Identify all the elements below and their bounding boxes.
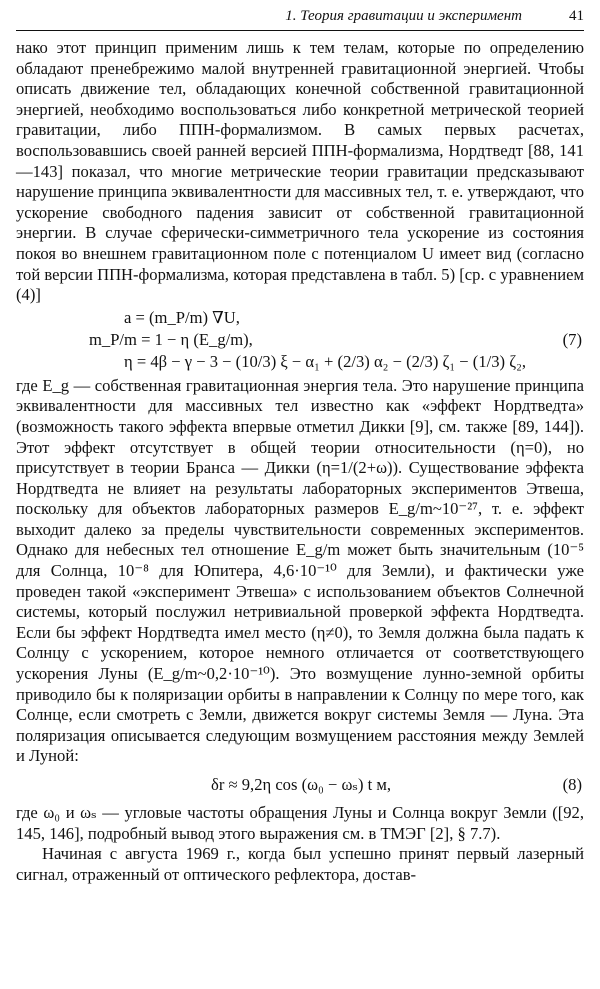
equation-8-expression: δr ≈ 9,2η cos (ω₀ − ωₛ) t м, <box>211 775 392 794</box>
equation-8 <box>16 771 584 801</box>
page-header <box>16 6 584 31</box>
equation-7 <box>16 308 584 374</box>
paragraph-2: где E_g — собственная гравитационная энергия тела. Это нарушение принципа эквивалентности для массивных тел известно как «эффект Нордтведта» (возможность такого эффекта впервые отметил Дикки [9], см. также [89, 144]). Этот эффект отсутствует в общей теории относительности (η=0), но присутствует в теории Бранса — Дикки (η=1/(2+ω)). Существование эффекта Нордтведта не влияет на результаты лабораторных экспериментов Этвеша, поскольку для объектов лабораторных размеров E_g/m~10⁻²⁷, т. е. эффект выходит далеко за пределы чувствительности современных экспериментов. Однако для небесных тел отношение E_g/m может быть значительным (10⁻⁵ для Солнца, 10⁻⁸ для Юпитера, 4,6·10⁻¹⁰ для Земли), и фактически уже проведен такой «эксперимент Этвеша» с использованием объектов Солнечной системы, который послужил нетривиальной проверкой эффекта Нордтведта. Если бы эффект Нордтведта имел место (η≠0), то Земля должна была падать к Солнцу с ускорением, которое немного отличается от соответствующего ускорения Луны (E_g/m~0,2·10⁻¹⁰). Это возмущение лунно-земной орбиты приводило бы к поляризации орбиты в направлении к Солнцу по мере того, как Солнце, если смотреть с Земли, движется вокруг системы Земля — Луна. Эта поляризация описывается следующим возмущением расстояния между Землей и Луной: <box>16 375 584 766</box>
equation-number-7: (7) <box>562 329 582 349</box>
equation-number-8: (8) <box>562 775 582 794</box>
body-text <box>16 38 584 885</box>
equation-7-line-1: a = (m_P/m) ∇U, <box>124 307 240 327</box>
page-number: 41 <box>569 8 584 24</box>
paragraph-4: Начиная с августа 1969 г., когда был успешно принят первый лазерный сигнал, отраженный от оптического рефлектора, достав- <box>16 844 584 884</box>
equation-7-line-2: m_P/m = 1 − η (E_g/m), <box>89 329 253 349</box>
equation-7-line-3: η = 4β − γ − 3 − (10/3) ξ − α₁ + (2/3) α₂ − (2/3) ζ₁ − (1/3) ζ₂, <box>124 351 527 371</box>
paragraph-3: где ω₀ и ωₛ — угловые частоты обращения Луны и Солнца вокруг Земли ([92, 145, 146], подробный вывод этого выражения см. в ТМЭГ [2], § 7.7). <box>16 803 584 843</box>
running-title: 1. Теория гравитации и эксперимент <box>285 8 522 24</box>
paragraph-1: нако этот принцип применим лишь к тем телам, которые по определению обладают пренебрежимо малой внутренней гравитационной энергией. Чтобы описать движение тел, обладающих конечной собственной гравитационной энергией, необходимо воспользоваться либо конкретной метрической теорией гравитации, либо ППН-формализмом. В самых первых расчетах, воспользовавшись своей ранней версией ППН-формализма, Нордтведт [88, 141—143] показал, что многие метрические теории гравитации предсказывают нарушение принципа эквивалентности для массивных тел, т. е. утверждают, что ускорение свободного падения зависит от собственной гравитационной энергии. В случае сферически-симметричного тела ускорение из состояния покоя во внешнем гравитационном поле с потенциалом U имеет вид (согласно той версии ППН-формализма, которая представлена в табл. 5) [ср. с уравнением (4)] <box>16 38 584 305</box>
